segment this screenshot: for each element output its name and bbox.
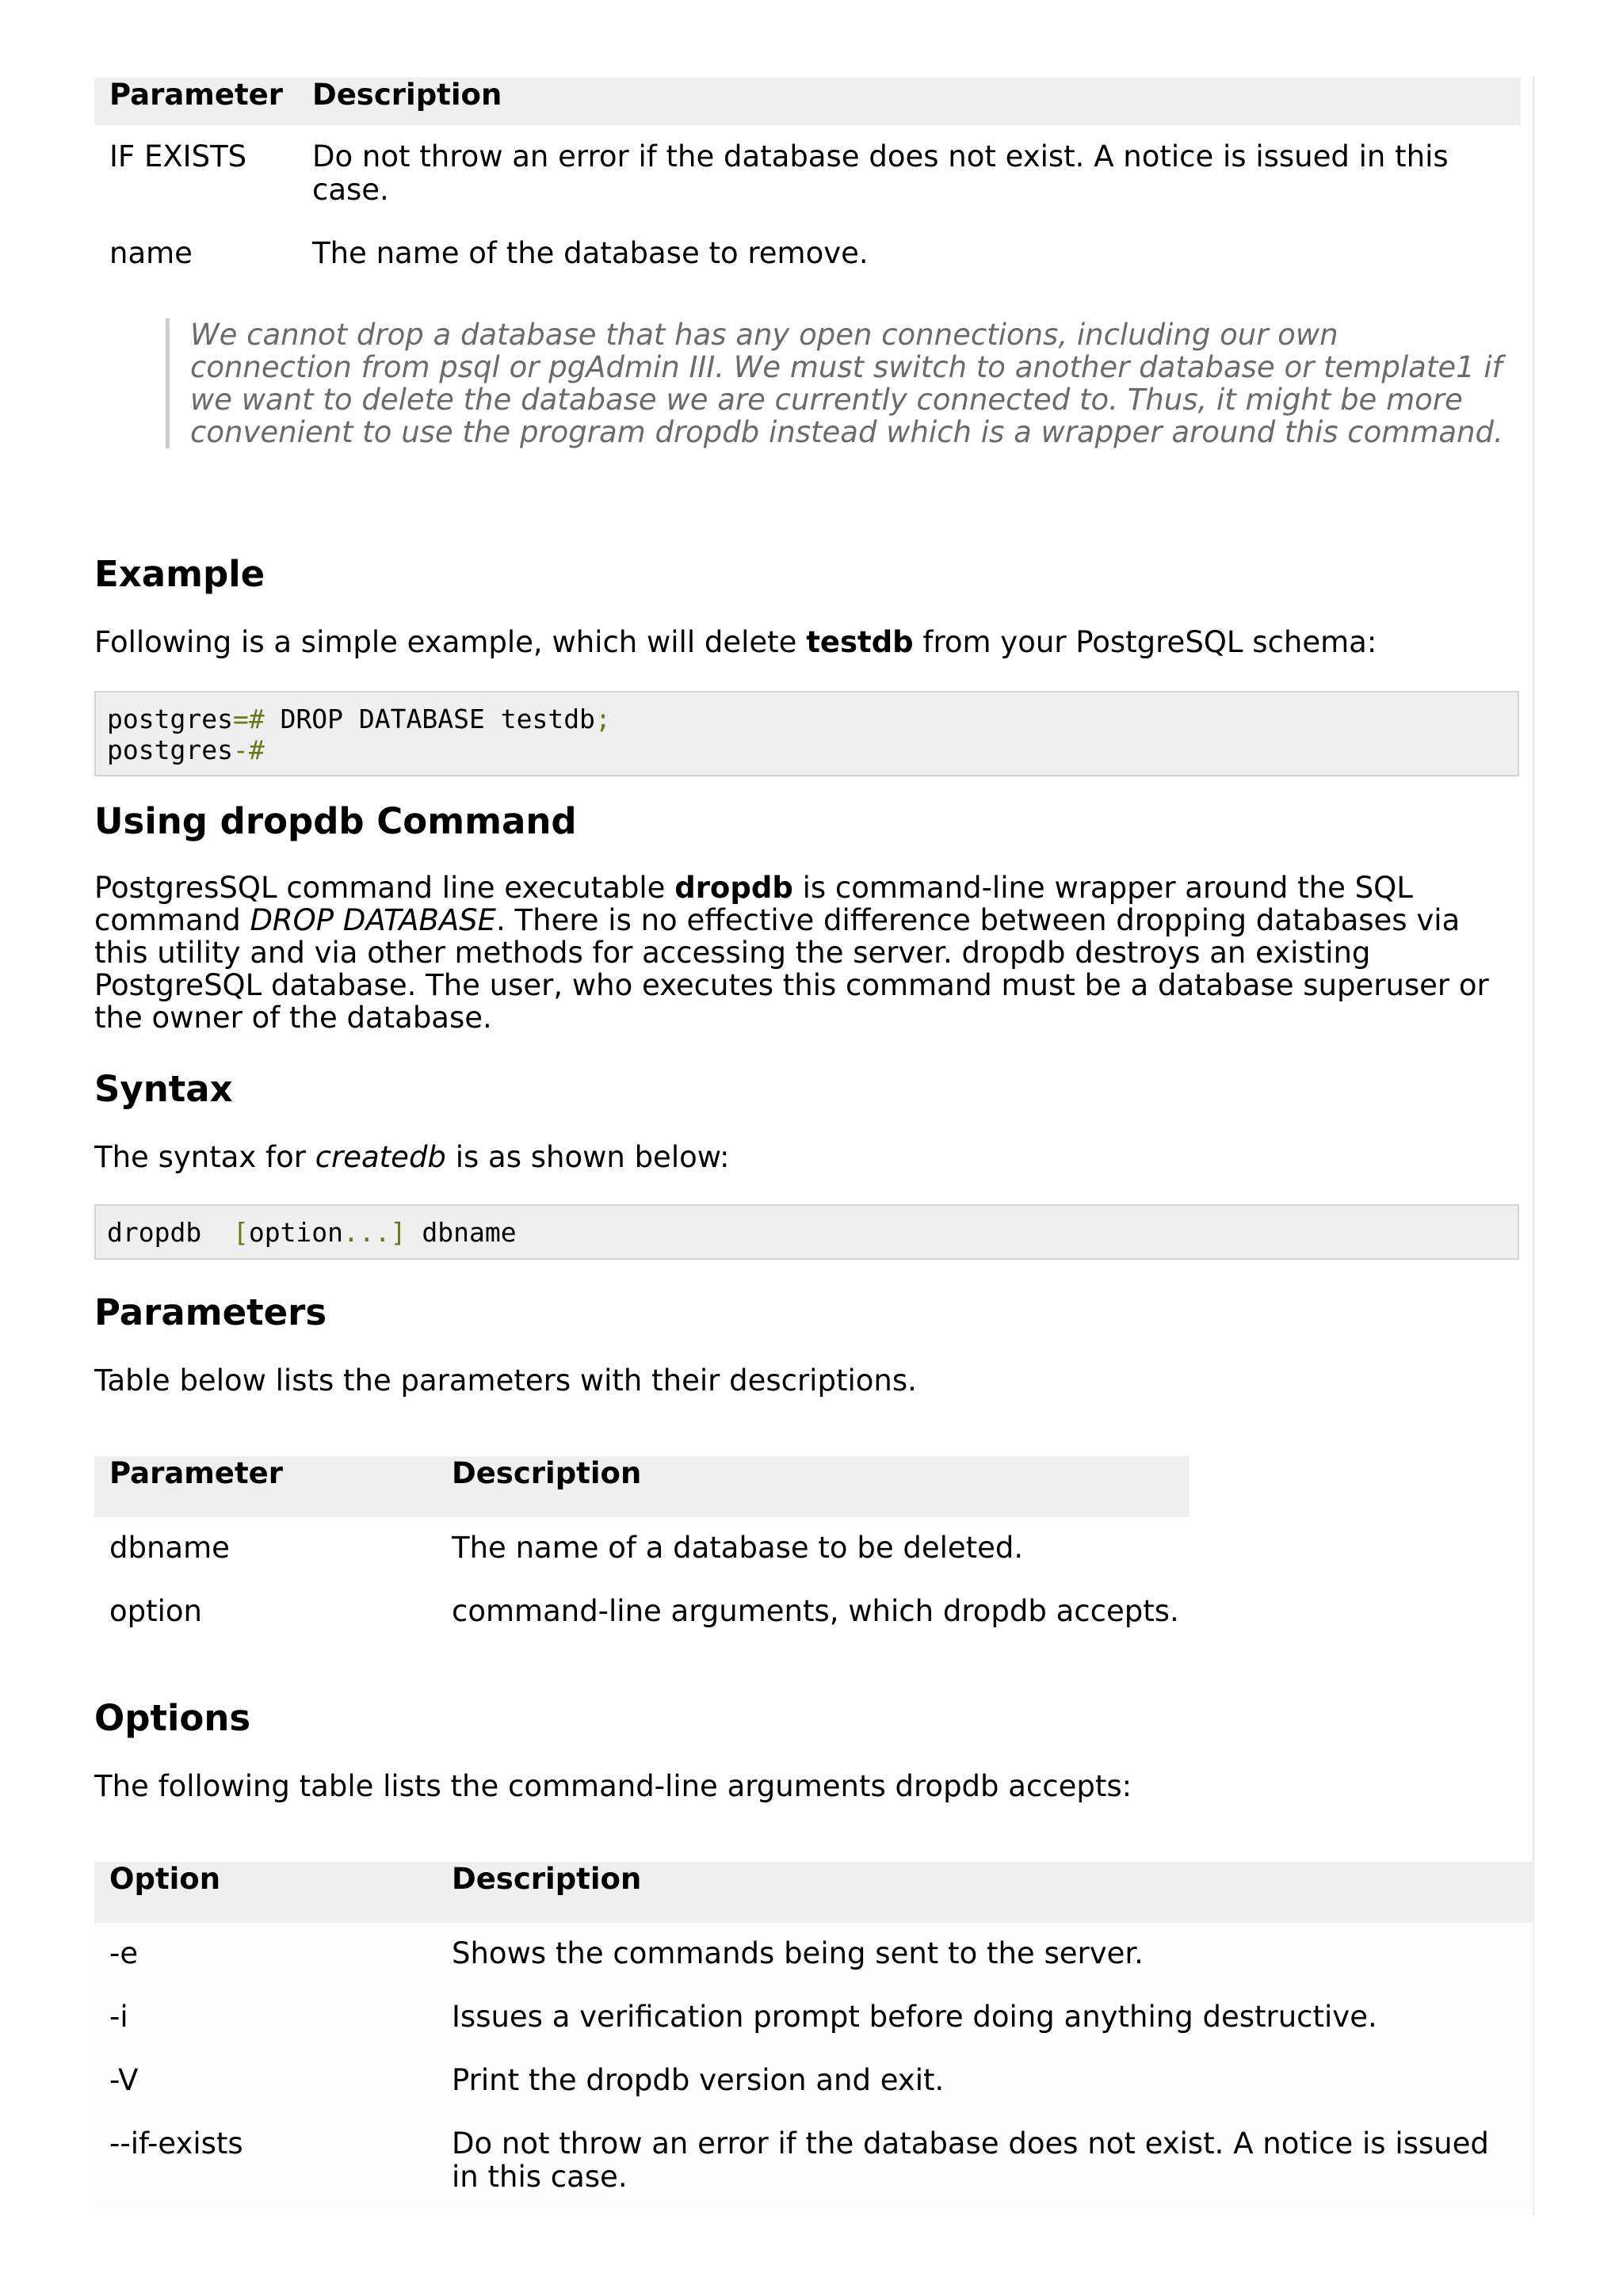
text-span: Following is a simple example, which will delete (94, 625, 807, 659)
params-table-dropdb (94, 1456, 1190, 1644)
bold-text: dropdb (674, 871, 793, 905)
code-operator: [ (232, 1217, 249, 1248)
table-row (94, 222, 1521, 285)
table-header-cell: Description (437, 1456, 1190, 1517)
table-cell: dbname (109, 1531, 230, 1565)
code-operator: -# (232, 734, 265, 765)
text-span: from your PostgreSQL schema: (913, 625, 1377, 659)
parameters-intro: Table below lists the parameters with their descriptions. (94, 1363, 917, 1398)
table-header-row (94, 78, 1521, 125)
table-cell: -i (94, 1986, 437, 2050)
text-span: The syntax for (94, 1140, 315, 1174)
options-table (94, 1862, 1533, 2210)
code-text: option (248, 1217, 344, 1248)
table-cell: option (109, 1594, 202, 1628)
code-text: DROP DATABASE testdb (264, 704, 595, 734)
table-cell: The name of the database to remove. (312, 236, 869, 270)
table-cell: Do not throw an error if the database does not exist. A notice is issued in this case. (437, 2113, 1533, 2210)
table-cell: --if-exists (94, 2113, 437, 2210)
table-header-cell: Parameter (94, 1456, 437, 1517)
table-row (94, 2113, 1533, 2210)
table-row (94, 125, 1521, 222)
code-line (107, 734, 1507, 765)
table-cell: Print the dropdb version and exit. (437, 2050, 1533, 2113)
table-cell: Shows the commands being sent to the server. (437, 1923, 1533, 1986)
options-intro: The following table lists the command-line arguments dropdb accepts: (94, 1769, 1132, 1803)
example-intro (94, 626, 1521, 658)
table-header-cell: Option (94, 1862, 437, 1923)
table-cell: The name of a database to be deleted. (452, 1531, 1024, 1565)
table-header-row (94, 1862, 1533, 1923)
code-text: postgres (107, 704, 233, 734)
code-text: dropdb (107, 1217, 233, 1248)
heading-parameters: Parameters (94, 1291, 327, 1333)
code-operator: =# (232, 704, 265, 734)
code-line (107, 704, 1507, 734)
code-operator: ...] (343, 1217, 407, 1248)
heading-options: Options (94, 1697, 251, 1739)
table-header-row (94, 1456, 1190, 1517)
note-blockquote: We cannot drop a database that has any open connections, including our own connection from psql or pgAdmin III. We must switch to another database or template1 if we want to delete the database we are currently connected to. Thus, it might be more convenient to use the program dropdb instead which is a wrapper around this command. (166, 318, 1506, 448)
table-row (94, 1581, 1190, 1644)
table-header-cell: Description (297, 78, 1521, 125)
code-block-dropdb-syntax (94, 1204, 1519, 1260)
text-span: is as shown below: (445, 1140, 730, 1174)
table-cell: IF EXISTS (109, 139, 247, 174)
table-cell: -e (94, 1923, 437, 1986)
dropdb-description (94, 871, 1521, 1034)
table-cell: Do not throw an error if the database does not exist. A notice is issued in this case. (312, 139, 1449, 207)
bold-text: testdb (806, 625, 914, 659)
table-cell: Issues a verification prompt before doing anything destructive. (437, 1986, 1533, 2050)
text-span: is command-line wrapper around the SQL command (94, 871, 1413, 937)
syntax-intro (94, 1141, 1521, 1173)
text-span: . There is no effective difference between dropping databases via this utility and via other methods for accessing the server. dropdb destroys an existing PostgreSQL database. The user, who executes this command must be a database superuser or the owner of the database. (94, 903, 1489, 1035)
table-cell: command-line arguments, which dropdb accepts. (452, 1594, 1179, 1628)
italic-text: DROP DATABASE (250, 903, 497, 937)
table-row (94, 2050, 1533, 2113)
table-header-cell: Parameter (94, 78, 297, 125)
table-cell: -V (94, 2050, 437, 2113)
table-row (94, 1923, 1533, 1986)
code-text: postgres (107, 734, 233, 765)
heading-syntax: Syntax (94, 1068, 233, 1110)
text-span: PostgresSQL command line executable (94, 871, 675, 905)
code-operator: ; (594, 704, 611, 734)
table-row (94, 1986, 1533, 2050)
code-text: dbname (406, 1217, 517, 1248)
heading-using-dropdb: Using dropdb Command (94, 800, 577, 842)
table-header-cell: Description (437, 1862, 1533, 1923)
table-cell: name (109, 236, 193, 270)
code-block-drop-database (94, 691, 1519, 776)
heading-example: Example (94, 553, 265, 595)
italic-text: createdb (315, 1140, 446, 1174)
table-row (94, 1517, 1190, 1581)
params-table-drop-database (94, 78, 1521, 285)
